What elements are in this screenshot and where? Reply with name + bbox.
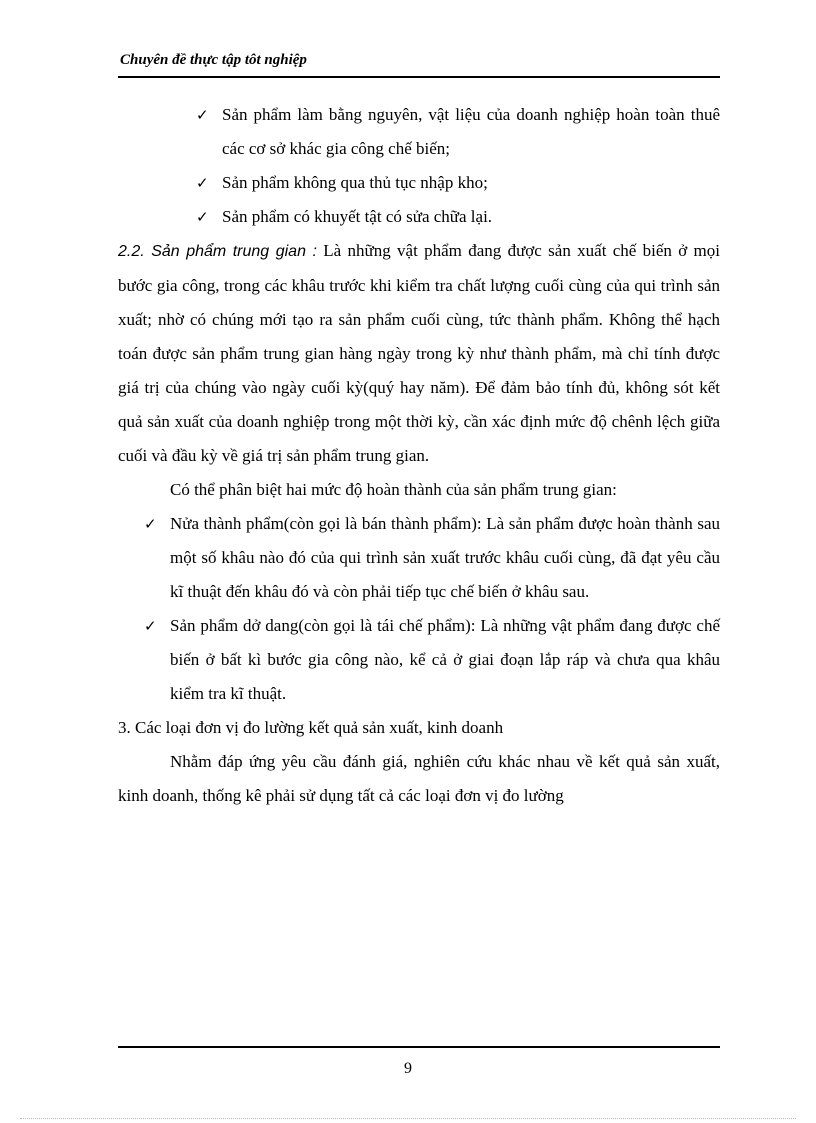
list-item-text: Sản phẩm có khuyết tật có sửa chữa lại. — [222, 207, 493, 226]
section-3-paragraph: Nhằm đáp ứng yêu cầu đánh giá, nghiên cứu khác nhau về kết quả sản xuất, kinh doanh, thống kê phải sử dụng tất cả các loại đơn vị đo lường — [118, 752, 720, 805]
checkmark-icon: ✓ — [144, 515, 157, 533]
section-2-2-text: Là những vật phẩm đang được sản xuất chế biến ở mọi bước gia công, trong các khâu trước khi kiểm tra chất lượng cuối cùng của qui trình sản xuất; nhờ có chúng mới tạo ra sản phẩm cuối cùng, tức thành phẩm. Không thể hạch toán được sản phẩm trung gian hàng ngày trong kỳ như thành phẩm, mà chỉ tính được giá trị của chúng vào ngày cuối kỳ(quý hay năm). Để đảm bảo tính đủ, không sót kết quả sản xuất của doanh nghiệp trong một thời kỳ, cần xác định mức độ chênh lệch giữa cuối và đầu kỳ về giá trị sản phẩm trung gian. — [118, 241, 720, 465]
section-2-2-heading: 2.2. Sản phẩm trung gian : — [118, 243, 317, 260]
page-number: 9 — [404, 1060, 412, 1077]
list-item-text: Sản phẩm dở dang(còn gọi là tái chế phẩm): Là những vật phẩm đang được chế biến ở bất kì bước gia công nào, kể cả ở giai đoạn lắp ráp và chưa qua khâu kiểm tra kĩ thuật. — [170, 616, 720, 703]
list-item-text: Sản phẩm làm bằng nguyên, vật liệu của doanh nghiệp hoàn toàn thuê các cơ sở khác gia công chế biến; — [222, 105, 720, 158]
list-item — [118, 166, 720, 200]
list-item — [118, 507, 720, 609]
footer-divider — [118, 1046, 720, 1048]
list-item-text: Nửa thành phẩm(còn gọi là bán thành phẩm): Là sản phẩm được hoàn thành sau một số khâu nào đó của qui trình sản xuất trước khâu cuối cùng, đã đạt yêu cầu kĩ thuật đến khâu đó và còn phải tiếp tục chế biến ở khâu sau. — [170, 514, 720, 601]
list-item-text: Sản phẩm không qua thủ tục nhập kho; — [222, 173, 488, 192]
document-body — [118, 98, 720, 813]
list-item — [118, 200, 720, 234]
page-bottom-border — [20, 1118, 796, 1119]
checkmark-icon: ✓ — [196, 208, 209, 226]
list-item — [118, 98, 720, 166]
header-divider — [118, 76, 720, 78]
page-header-title: Chuyên đề thực tập tôt nghiệp — [120, 52, 307, 68]
section-3-heading: 3. Các loại đơn vị đo lường kết quả sản xuất, kinh doanh — [118, 718, 504, 737]
distinguish-paragraph: Có thể phân biệt hai mức độ hoàn thành của sản phẩm trung gian: — [170, 480, 617, 499]
section-2-2-paragraph — [118, 234, 720, 473]
checkmark-icon: ✓ — [196, 106, 209, 124]
checkmark-icon: ✓ — [144, 617, 157, 635]
list-item — [118, 609, 720, 711]
checkmark-icon: ✓ — [196, 174, 209, 192]
